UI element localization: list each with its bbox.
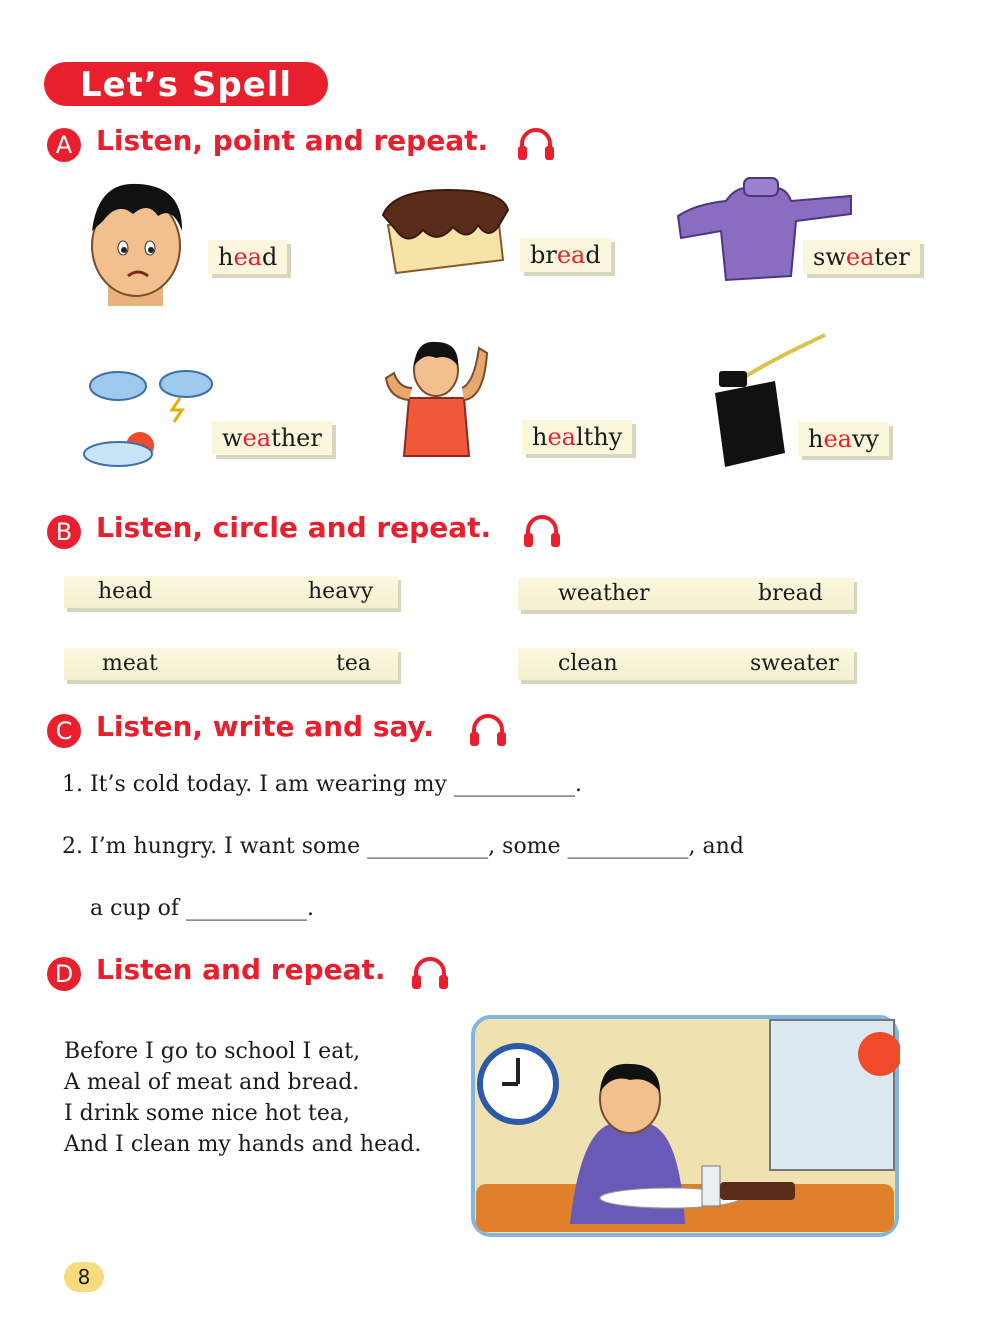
weather-picture	[78, 368, 218, 470]
word-option[interactable]: meat	[102, 651, 158, 676]
fill-in-sentence[interactable]: a cup of ___________.	[90, 896, 315, 921]
word-pair-row	[518, 578, 854, 610]
word-label-head: head	[208, 240, 287, 274]
word-option[interactable]: tea	[336, 651, 371, 676]
word-pair-row	[64, 648, 398, 680]
headphones-icon[interactable]	[410, 955, 450, 991]
section-a-badge: A	[47, 128, 81, 162]
section-a-instruction: Listen, point and repeat.	[96, 124, 489, 157]
word-option[interactable]: clean	[558, 651, 618, 676]
poem-text: Before I go to school I eat, A meal of meat and bread. I drink some nice hot tea, And I clean my hands and head.	[64, 1039, 422, 1157]
word-option[interactable]: head	[98, 579, 153, 604]
headphones-icon[interactable]	[516, 126, 556, 162]
bread-picture	[378, 185, 513, 275]
section-d-instruction: Listen and repeat.	[96, 953, 386, 986]
healthy-boy-picture	[374, 328, 499, 458]
title-banner	[44, 62, 328, 106]
word-label-bread: bread	[520, 238, 611, 272]
page-title: Let’s Spell	[79, 65, 293, 105]
word-option[interactable]: bread	[758, 581, 823, 606]
section-b-badge: B	[47, 515, 81, 549]
section-c-instruction: Listen, write and say.	[96, 710, 434, 743]
boy-head-picture	[78, 176, 193, 306]
word-option[interactable]: heavy	[308, 579, 374, 604]
headphones-icon[interactable]	[522, 513, 562, 549]
word-option[interactable]: weather	[558, 581, 650, 606]
word-pair-row	[518, 648, 854, 680]
fill-in-sentence[interactable]: 1. It’s cold today. I am wearing my ___________.	[62, 772, 582, 797]
word-pair-row	[64, 576, 398, 608]
page-number: 8	[64, 1262, 104, 1292]
fill-in-sentence[interactable]: 2. I’m hungry. I want some ___________, some ___________, and	[62, 834, 744, 859]
word-label-weather: weather	[212, 421, 332, 455]
word-label-heavy: heavy	[798, 422, 889, 456]
section-d-badge: D	[47, 957, 81, 991]
word-label-sweater: sweater	[803, 240, 920, 274]
section-b-instruction: Listen, circle and repeat.	[96, 511, 492, 544]
word-label-healthy: healthy	[522, 420, 632, 454]
headphones-icon[interactable]	[468, 712, 508, 748]
breakfast-scene-picture	[470, 1014, 900, 1238]
word-option[interactable]: sweater	[750, 651, 839, 676]
section-c-badge: C	[47, 714, 81, 748]
